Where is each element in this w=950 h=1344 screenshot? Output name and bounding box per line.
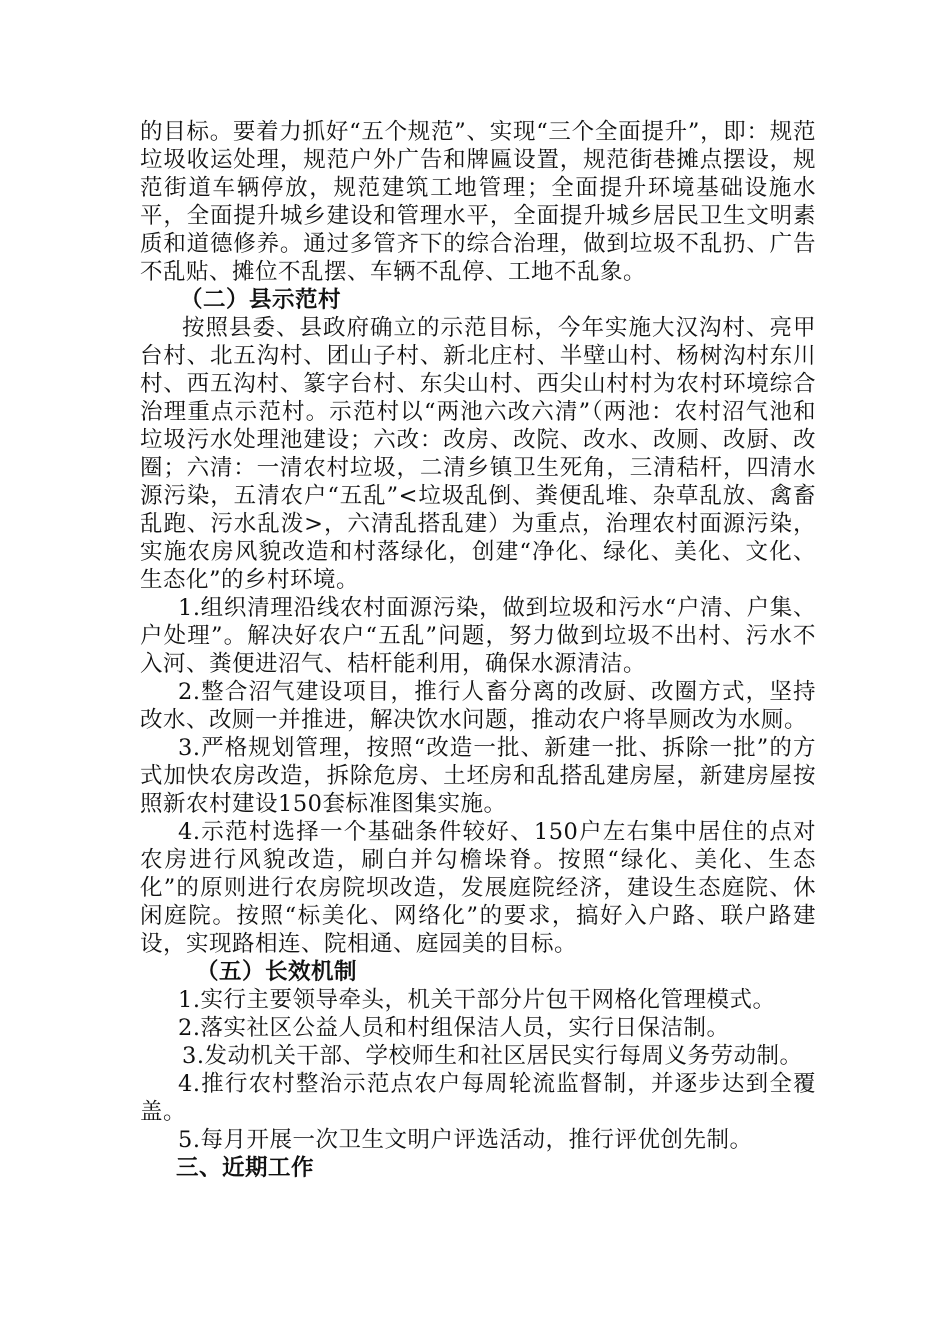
mechanism-item-1: 1.实行主要领导牵头，机关干部分片包干网格化管理模式。 [178, 987, 776, 1013]
heading-recent-work: 三、近期工作 [176, 1155, 315, 1181]
list-item-2: 2.整合沼气建设项目，推行人畜分离的改厨、改圈方式，坚持改水、改厕一并推进，解决饮水问题，推动农户将旱厕改为水厕。 [140, 679, 816, 733]
document-body [140, 118, 816, 1182]
paragraph-goals: 的目标。要着力抓好“五个规范”、实现“三个全面提升”，即：规范垃圾收运处理，规范户外广告和牌匾设置，规范街巷摊点摆设，规范街道车辆停放，规范建筑工地管理；全面提升环境基础设施水平，全面提升城乡建设和管理水平，全面提升城乡居民卫生文明素质和道德修养。通过多管齐下的综合治理，做到垃圾不乱扔、广告不乱贴、摊位不乱摆、车辆不乱停、工地不乱象。 [140, 119, 816, 285]
mechanism-item-5: 5.每月开展一次卫生文明户评选活动，推行评优创先制。 [178, 1127, 753, 1153]
mechanism-item-2: 2.落实社区公益人员和村组保洁人员，实行日保洁制。 [178, 1015, 730, 1041]
paragraph-demo-village: 按照县委、县政府确立的示范目标，今年实施大汉沟村、亮甲台村、北五沟村、团山子村、新北庄村、半壁山村、杨树沟村东川村、西五沟村、篆字台村、东尖山村、西尖山村村为农村环境综合治理重点示范村。示范村以“两池六改六清”（两池：农村沼气池和垃圾污水处理池建设；六改：改房、改院、改水、改厕、改厨、改圈；六清：一清农村垃圾，二清乡镇卫生死角，三清秸杆，四清水源污染，五清农户“五乱”<垃圾乱倒、粪便乱堆、杂草乱放、禽畜乱跑、污水乱泼>，六清乱搭乱建）为重点，治理农村面源污染，实施农房风貌改造和村落绿化，创建“净化、绿化、美化、文化、生态化”的乡村环境。 [140, 315, 816, 593]
list-item-4: 4.示范村选择一个基础条件较好、150户左右集中居住的点对农房进行风貌改造，刷白并勾檐垛脊。按照“绿化、美化、生态化”的原则进行农房院坝改造，发展庭院经济，建设生态庭院、休闲庭院。按照“标美化、网络化”的要求，搞好入户路、联户路建设，实现路相连、院相通、庭园美的目标。 [140, 819, 816, 957]
heading-long-term-mechanism: （五）长效机制 [196, 959, 358, 985]
list-item-3: 3.严格规划管理，按照“改造一批、新建一批、拆除一批”的方式加快农房改造，拆除危房、土坯房和乱搭乱建房屋，新建房屋按照新农村建设150套标准图集实施。 [140, 735, 816, 817]
list-item-1: 1.组织清理沿线农村面源污染，做到垃圾和污水“户清、户集、户处理”。解决好农户“五乱”问题，努力做到垃圾不出村、污水不入河、粪便进沼气、桔杆能利用，确保水源清洁。 [140, 595, 816, 677]
mechanism-item-4: 4.推行农村整治示范点农户每周轮流监督制，并逐步达到全覆盖。 [140, 1071, 816, 1125]
heading-demo-village: （二）县示范村 [180, 287, 342, 313]
mechanism-item-3: 3.发动机关干部、学校师生和社区居民实行每周义务劳动制。 [182, 1043, 803, 1069]
